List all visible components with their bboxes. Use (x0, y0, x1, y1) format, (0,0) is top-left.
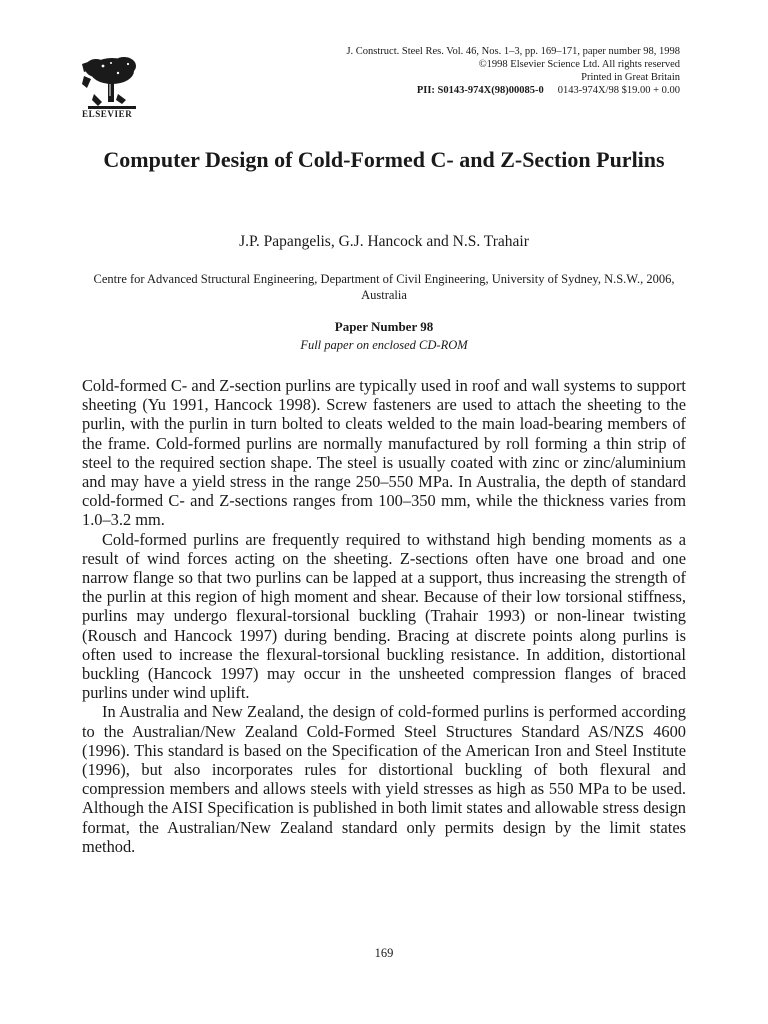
paper-number: Paper Number 98 (334, 319, 434, 334)
publisher-logo-text: ELSEVIER (82, 109, 133, 119)
issn-price: 0143-974X/98 $19.00 + 0.00 (557, 85, 680, 96)
citation-block (210, 45, 680, 97)
printed-in-line: Printed in Great Britain (581, 72, 680, 83)
cdrom-note: Full paper on enclosed CD-ROM (300, 338, 468, 352)
citation-line: J. Construct. Steel Res. Vol. 46, Nos. 1–3, pp. 169–171, paper number 98, 1998 (346, 46, 680, 57)
article-body (82, 376, 686, 856)
page-number: 169 (374, 946, 394, 960)
article-title: Computer Design of Cold-Formed C- and Z-Section Purlins (103, 147, 665, 172)
pii-identifier: PII: S0143-974X(98)00085-0 (416, 85, 544, 96)
body-paragraph: Cold-formed C- and Z-section purlins are typically used in roof and wall systems to support sheeting (Yu 1991, Hancock 1998). Screw fasteners are used to attach the sheeting to the purlin, with the purlin in turn bolted to cleats welded to the main load-bearing members of the frame. Cold-formed purlins are normally manufactured by roll forming a thin strip of steel to the required section shape. The steel is usually coated with zinc or zinc/aluminium and may have a yield stress in the range 250–550 MPa. In Australia, the depth of standard cold-formed C- and Z-sections ranges from 100–350 mm, while the thickness varies from 1.0–3.2 mm. (82, 376, 686, 530)
body-paragraph: In Australia and New Zealand, the design of cold-formed purlins is performed according to the Australian/New Zealand Cold-Formed Steel Structures Standard AS/NZS 4600 (1996). This standard is based on the Specification of the American Iron and Steel Institute (1996), but also incorporates rules for distortional buckling of both flexural and compression members and allows steels with yield stresses as high as 550 MPa to be used. Although the AISI Specification is published in both limit states and allowable stress design format, the Australian/New Zealand standard only permits design by the limit states method. (82, 702, 686, 856)
author-affiliation: Centre for Advanced Structural Engineering, Department of Civil Engineering, University of Sydney, N.S.W., 2006, Australia (93, 272, 675, 302)
article-authors: J.P. Papangelis, G.J. Hancock and N.S. Trahair (239, 233, 529, 250)
body-paragraph: Cold-formed purlins are frequently required to withstand high bending moments as a result of wind forces acting on the sheeting. Z-sections often have one broad and one narrow flange so that two purlins can be lapped at a support, thus increasing the strength of the purlin at this region of high moment and shear. Because of their low torsional stiffness, purlins may undergo flexural-torsional buckling (Trahair 1993) or non-linear twisting (Rousch and Hancock 1997) during bending. Bracing at discrete points along purlins is often used to increase the flexural-torsional buckling resistance. In addition, distortional buckling (Hancock 1997) may occur in the unsheeted compression flanges of braced purlins under wind uplift. (82, 529, 686, 703)
copyright-line: ©1998 Elsevier Science Ltd. All rights reserved (478, 59, 680, 70)
pii-row (210, 84, 680, 97)
